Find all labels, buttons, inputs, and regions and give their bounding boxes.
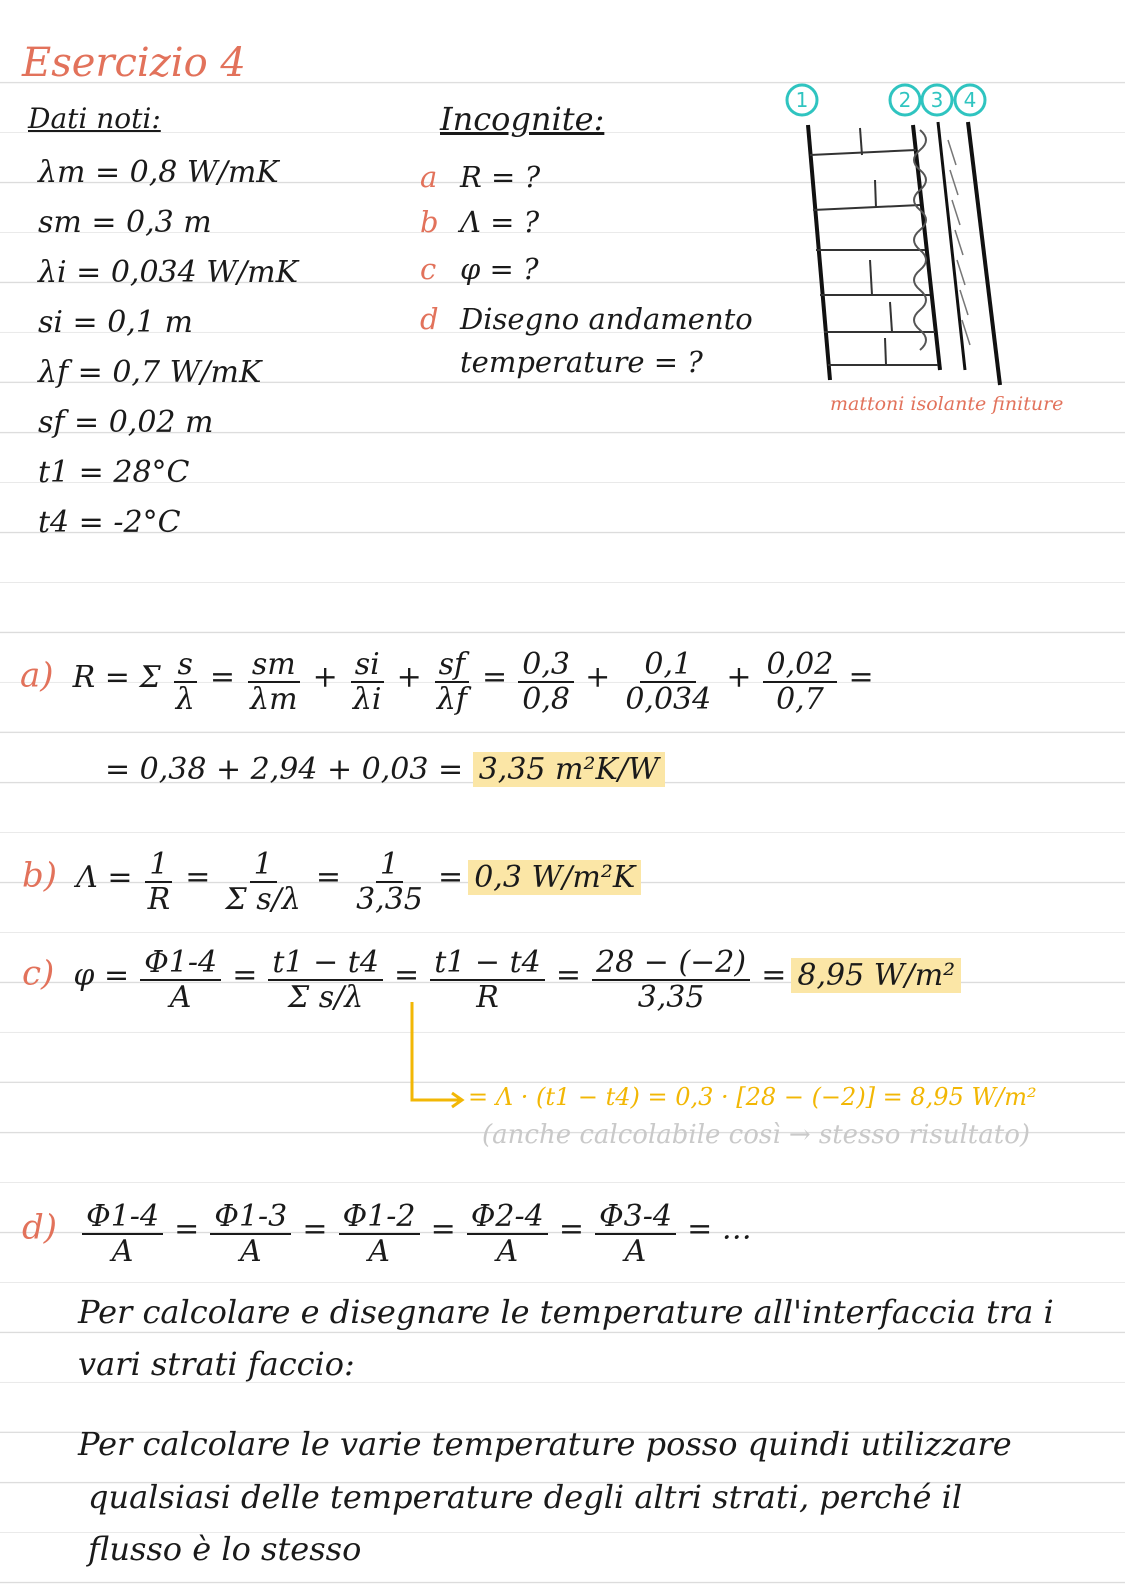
- given-item: λi = 0,034 W/mK: [38, 255, 299, 290]
- unknown-item-c: [420, 252, 539, 286]
- frac-den: 0,7: [776, 682, 824, 717]
- unknown-letter: a: [420, 160, 438, 194]
- frac-den: λm: [250, 682, 298, 717]
- unknown-text: Disegno andamento: [460, 302, 753, 336]
- part-a-letter: a): [20, 655, 54, 696]
- part-c-lhs: φ =: [73, 957, 130, 993]
- alt-formula: = Λ · (t1 − t4) = 0,3 · [28 − (−2)] = 8,95 W/m²: [468, 1083, 1037, 1111]
- interface-label-3: [922, 85, 952, 115]
- given-item: si = 0,1 m: [38, 305, 193, 340]
- frac-den: A: [169, 980, 192, 1015]
- fraction-value: [592, 946, 750, 1014]
- given-item: sm = 0,3 m: [38, 205, 212, 240]
- frac-den: Σ s/λ: [225, 882, 301, 917]
- wall-boundary-line: [968, 122, 1000, 385]
- part-a-row2: [105, 752, 665, 787]
- fraction-flux-term: [467, 1200, 548, 1268]
- unknown-text: R = ?: [460, 160, 541, 194]
- frac-num: 1: [145, 848, 172, 883]
- fraction-1-over-r: [144, 848, 175, 916]
- frac-num: t1 − t4: [268, 946, 383, 981]
- fraction-si-li: [349, 648, 386, 716]
- frac-den: λi: [352, 682, 382, 717]
- frac-num: si: [351, 648, 384, 683]
- frac-den: Σ s/λ: [288, 980, 364, 1015]
- frac-den: 3,35: [637, 980, 705, 1015]
- fraction-flux-term: [82, 1200, 163, 1268]
- fraction-1-over-sum: [221, 848, 304, 916]
- part-a-row1: a) R = Σ $\frac{s}{\lambda}$ = $\frac{sm}{\lambda m}$ + $\frac{si}{\lambda i}$ + $\frac{sf}{\lambda f}$ = $\frac{0,3}{0,8}$ + $\frac{0,1}{0,034}$ + $\frac{0,02}{0,7}$ =: [20, 647, 874, 717]
- part-d-tail: = …: [687, 1211, 752, 1247]
- exercise-title: Esercizio 4: [22, 40, 246, 86]
- part-c-result: 8,95 W/m²: [791, 958, 961, 993]
- part-b-result: 0,3 W/m²K: [468, 860, 641, 895]
- part-c-note: (anche calcolabile così → stesso risultato): [482, 1120, 1030, 1150]
- frac-num: Φ1-4: [140, 946, 221, 981]
- interface-label-1: [787, 85, 817, 115]
- fraction-flux-term: [595, 1200, 676, 1268]
- given-item: sf = 0,02 m: [38, 405, 214, 440]
- part-c-alternative: [468, 1083, 1037, 1111]
- interface-label-4: [955, 85, 985, 115]
- frac-num: t1 − t4: [430, 946, 545, 981]
- interface-label-3-text: 3: [930, 88, 944, 112]
- frac-num: Φ1-3: [210, 1200, 291, 1235]
- fraction-dt-over-sum: [268, 946, 383, 1014]
- fraction-flux-over-area: [140, 946, 221, 1014]
- fraction-1-over-value: [352, 848, 427, 916]
- unknown-text: φ = ?: [460, 252, 539, 286]
- part-a-result: 3,35 m²K/W: [473, 752, 665, 787]
- frac-den: A: [624, 1234, 647, 1269]
- given-item: t4 = -2°C: [38, 505, 181, 540]
- interface-label-2: [890, 85, 920, 115]
- fraction-sf-lf: [433, 648, 471, 716]
- frac-den: 3,35: [356, 882, 423, 917]
- paragraph-1-line-1: Per calcolare e disegnare le temperature all'interfaccia tra i: [78, 1293, 1054, 1331]
- frac-den: 0,8: [522, 682, 570, 717]
- frac-num: 1: [376, 848, 403, 883]
- frac-num: 0,1: [640, 648, 696, 683]
- fraction-flux-term: [339, 1200, 420, 1268]
- paragraph-2-line-1: Per calcolare le varie temperature posso quindi utilizzare: [78, 1425, 1012, 1463]
- unknown-item-d-line2: temperature = ?: [460, 345, 703, 379]
- frac-num: 0,3: [518, 648, 574, 683]
- frac-den: R: [147, 882, 171, 917]
- interface-label-4-text: 4: [963, 88, 977, 112]
- frac-num: Φ3-4: [595, 1200, 676, 1235]
- part-d-row: d) $\frac{\Phi 1-4}{A}$ = $\frac{\Phi 1-3}{A}$ = $\frac{\Phi 1-2}{A}$ = $\frac{\Phi 2-4}{A}$ = $\frac{\Phi 3-4}{A}$ = …: [22, 1199, 752, 1269]
- paragraph-2-line-2: qualsiasi delle temperature degli altri strati, perché il: [88, 1478, 963, 1516]
- frac-num: 1: [250, 848, 277, 883]
- fraction-s-over-lambda: [172, 648, 199, 716]
- unknown-letter: d: [420, 302, 439, 336]
- frac-den: R: [476, 980, 499, 1015]
- part-c-row: c) φ = $\frac{\Phi 1-4}{A}$ = $\frac{t1 - t4}{\text{Σ s/λ}}$ = $\frac{t1 - t4}{R}$ = $\frac{28 - (-2)}{3,35}$ = 8,95 W/m²: [22, 946, 961, 1014]
- frac-den: A: [239, 1234, 262, 1269]
- unknown-letter: b: [420, 205, 439, 239]
- frac-num: 0,02: [763, 648, 838, 683]
- wall-boundary-line: [808, 125, 830, 380]
- frac-den: A: [111, 1234, 134, 1269]
- unknown-item-b: [420, 205, 539, 239]
- frac-num: Φ1-2: [339, 1200, 420, 1235]
- frac-num: sf: [435, 648, 470, 683]
- given-heading: Dati noti:: [28, 102, 161, 135]
- part-a-sum: = 0,38 + 2,94 + 0,03 =: [105, 752, 464, 787]
- paragraph-2-line-3: flusso è lo stesso: [88, 1530, 362, 1568]
- interface-label-2-text: 2: [898, 88, 912, 112]
- unknown-item-d: [420, 302, 753, 336]
- frac-num: s: [174, 648, 197, 683]
- fraction-sm-lm: [246, 648, 301, 716]
- wall-boundary-line: [938, 122, 965, 370]
- alternative-arrow-icon: [400, 1000, 470, 1110]
- given-item: λm = 0,8 W/mK: [38, 155, 279, 190]
- part-a-lhs: R = Σ: [72, 659, 161, 695]
- unknown-letter: c: [420, 252, 437, 286]
- interface-label-1-text: 1: [795, 88, 809, 112]
- part-d-letter: d): [22, 1207, 58, 1248]
- fraction-value-2: [621, 648, 715, 716]
- frac-den: A: [496, 1234, 519, 1269]
- frac-den: λf: [436, 682, 467, 717]
- frac-den: λ: [175, 682, 195, 717]
- frac-den: 0,034: [625, 682, 712, 717]
- wall-layers-diagram: [780, 70, 1090, 430]
- part-c-letter: c): [22, 953, 55, 994]
- unknown-item-a: [420, 160, 540, 194]
- fraction-flux-term: [210, 1200, 291, 1268]
- frac-num: sm: [248, 648, 300, 683]
- layers-caption: mattoni isolante finiture: [830, 393, 1064, 415]
- paragraph-1-line-2: vari strati faccio:: [78, 1345, 355, 1383]
- unknowns-heading: Incognite:: [440, 100, 605, 138]
- fraction-value-3: [763, 648, 838, 716]
- frac-num: Φ1-4: [82, 1200, 163, 1235]
- part-b-letter: b): [22, 855, 58, 896]
- frac-den: A: [368, 1234, 390, 1269]
- frac-num: 28 − (−2): [592, 946, 750, 981]
- fraction-value-1: [518, 648, 574, 716]
- given-item: λf = 0,7 W/mK: [38, 355, 262, 390]
- unknown-text: Λ = ?: [460, 205, 540, 239]
- given-item: t1 = 28°C: [38, 455, 190, 490]
- part-b-lhs: Λ =: [76, 859, 133, 895]
- part-b-row: b) Λ = $\frac{1}{R}$ = $\frac{1}{\text{Σ s/λ}}$ = $\frac{1}{3,35}$ = 0,3 W/m²K: [22, 848, 641, 916]
- frac-num: Φ2-4: [467, 1200, 548, 1235]
